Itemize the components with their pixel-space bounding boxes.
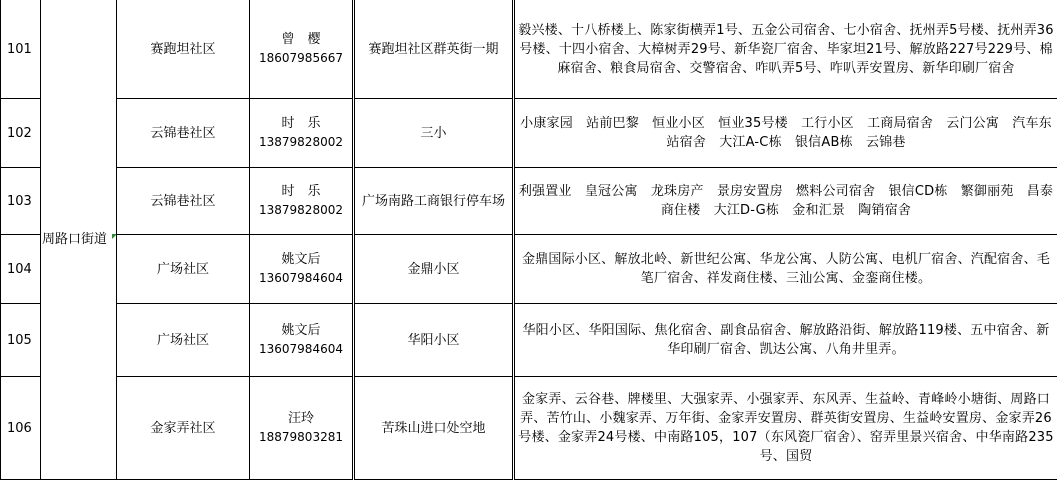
contact-cell: [250, 168, 354, 235]
contact-phone: 13879828002: [250, 133, 352, 152]
row-number: 102: [1, 99, 41, 168]
cell-comment-marker-icon: [112, 234, 117, 239]
service-area: 小康家园 站前巴黎 恒业小区 恒业35号楼 工行小区 工商局宿舍 云门公寓 汽车东站宿舍 大江A-C栋 银信AB栋 云锦巷: [514, 99, 1057, 168]
collection-site: 金鼎小区: [354, 235, 514, 304]
service-area: 毅兴楼、十八桥楼上、陈家街横弄1号、五金公司宿舍、七小宿舍、抚州弄5号楼、抚州弄36号楼、十四小宿舍、大樟树弄29号、新华瓷厂宿舍、毕家坦21号、解放路227号229号、棉麻宿舍、粮食局宿舍、交警宿舍、咋叭弄5号、咋叭弄安置房、新华印刷厂宿舍: [514, 0, 1057, 99]
contact-phone: 13879828002: [250, 201, 352, 220]
contact-cell: [250, 377, 354, 480]
contact-phone: 13607984604: [250, 269, 352, 288]
collection-site: 广场南路工商银行停车场: [354, 168, 514, 235]
contact-name: 姚文后: [281, 252, 320, 267]
community-name: 广场社区: [117, 235, 250, 304]
table-row: [1, 304, 1057, 377]
contact-phone: 18607985667: [250, 49, 352, 68]
table-row: [1, 235, 1057, 304]
contact-name: 时 乐: [281, 184, 320, 199]
row-number: 106: [1, 377, 41, 480]
community-name: 云锦巷社区: [117, 168, 250, 235]
contact-cell: [250, 99, 354, 168]
service-area: 金家弄、云谷巷、牌楼里、大强家弄、小强家弄、东风弄、生益岭、青峰岭小塘街、周路口弄、苦竹山、小魏家弄、万年街、金家弄安置房、群英街安置房、生益岭安置房、金家弄26号楼、金家弄24号楼、中南路105，107（东风瓷厂宿舍）、窑弄里景兴宿舍、中华南路235号、国贸: [514, 377, 1057, 480]
row-number: 103: [1, 168, 41, 235]
service-area: 金鼎国际小区、解放北岭、新世纪公寓、华龙公寓、人防公寓、电机厂宿舍、汽配宿舍、毛笔厂宿舍、祥发商住楼、三汕公寓、金銮商住楼。: [514, 235, 1057, 304]
table-row: [1, 99, 1057, 168]
contact-phone: 13607984604: [250, 340, 352, 359]
street-name-cell: [41, 0, 117, 480]
table-row: [1, 168, 1057, 235]
community-name: 金家弄社区: [117, 377, 250, 480]
contact-name: 时 乐: [281, 116, 320, 131]
contact-cell: [250, 235, 354, 304]
collection-site: 华阳小区: [354, 304, 514, 377]
collection-site: 赛跑坦社区群英街一期: [354, 0, 514, 99]
contact-cell: [250, 304, 354, 377]
contact-name: 曾 樱: [281, 32, 320, 47]
service-area: 华阳小区、华阳国际、焦化宿舍、副食品宿舍、解放路沿街、解放路119楼、五中宿舍、新华印刷厂宿舍、凯达公寓、八角井里弄。: [514, 304, 1057, 377]
table-row: [1, 377, 1057, 480]
row-number: 104: [1, 235, 41, 304]
collection-site: 三小: [354, 99, 514, 168]
contact-cell: [250, 0, 354, 99]
service-area: 利强置业 皇冠公寓 龙珠房产 景房安置房 燃料公司宿舍 银信CD栋 繁御丽苑 昌泰商住楼 大江D-G栋 金和汇景 陶销宿舍: [514, 168, 1057, 235]
street-name: 周路口街道: [42, 232, 107, 247]
contact-name: 汪玲: [288, 411, 314, 426]
collection-site: 苦珠山进口处空地: [354, 377, 514, 480]
table-row: [1, 0, 1057, 99]
row-number: 101: [1, 0, 41, 99]
contact-name: 姚文后: [281, 323, 320, 338]
community-name: 赛跑坦社区: [117, 0, 250, 99]
community-name: 广场社区: [117, 304, 250, 377]
row-number: 105: [1, 304, 41, 377]
community-name: 云锦巷社区: [117, 99, 250, 168]
contact-phone: 18879803281: [250, 428, 352, 447]
